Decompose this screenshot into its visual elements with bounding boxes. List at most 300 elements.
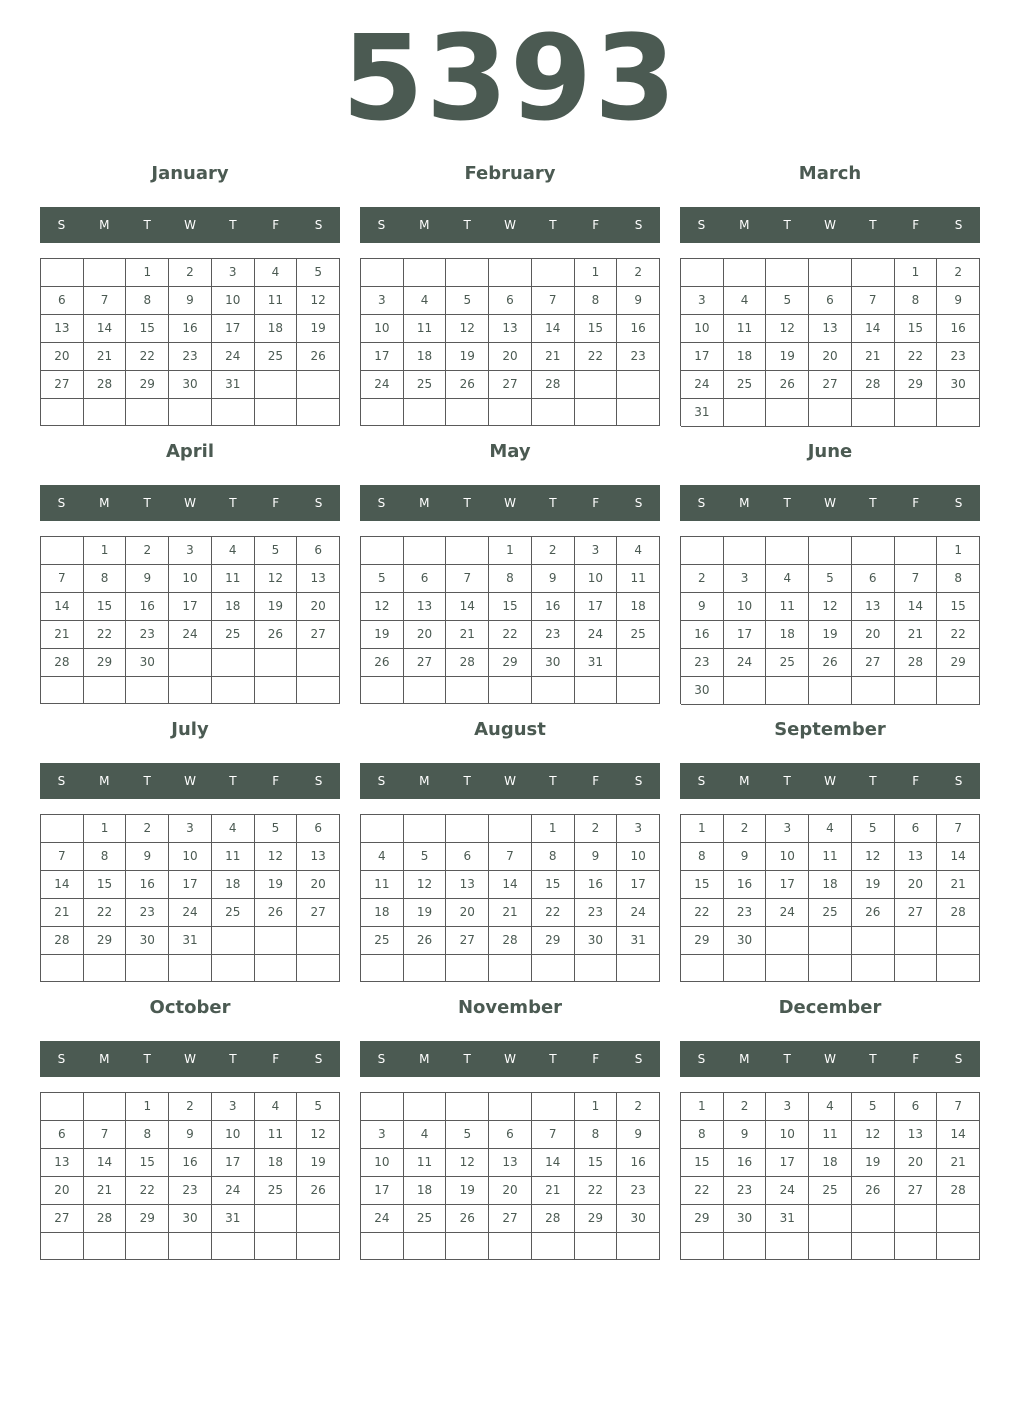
day-cell: 29 <box>126 1205 169 1233</box>
day-cell: 16 <box>724 871 767 899</box>
weekday-label: M <box>99 774 110 788</box>
day-cell: 25 <box>361 927 404 955</box>
day-cell: 30 <box>681 677 724 705</box>
empty-day-cell <box>255 649 298 677</box>
weekday-label: F <box>912 774 920 788</box>
weekday-label: S <box>314 496 323 510</box>
empty-day-cell <box>361 537 404 565</box>
day-cell: 2 <box>126 815 169 843</box>
day-cell: 16 <box>126 593 169 621</box>
day-cell: 13 <box>852 593 895 621</box>
day-cell: 20 <box>489 343 532 371</box>
day-cell: 27 <box>297 899 340 927</box>
day-cell: 26 <box>255 621 298 649</box>
day-cell: 17 <box>169 871 212 899</box>
day-cell: 2 <box>126 537 169 565</box>
empty-day-cell <box>446 399 489 426</box>
empty-day-cell <box>404 677 447 704</box>
day-cell: 19 <box>852 871 895 899</box>
day-cell: 12 <box>297 287 340 315</box>
day-cell: 4 <box>617 537 660 565</box>
day-cell: 30 <box>575 927 618 955</box>
day-cell: 12 <box>809 593 852 621</box>
day-cell: 21 <box>852 343 895 371</box>
day-cell: 28 <box>852 371 895 399</box>
empty-day-cell <box>361 955 404 982</box>
weekday-header <box>680 207 980 243</box>
weekday-label: M <box>739 496 750 510</box>
empty-day-cell <box>489 399 532 426</box>
day-cell: 20 <box>446 899 489 927</box>
empty-day-cell <box>446 955 489 982</box>
day-cell: 8 <box>126 287 169 315</box>
empty-day-cell <box>766 927 809 955</box>
day-cell: 11 <box>766 593 809 621</box>
empty-day-cell <box>212 955 255 982</box>
empty-day-cell <box>489 1093 532 1121</box>
day-cell: 15 <box>681 871 724 899</box>
empty-day-cell <box>937 399 980 427</box>
empty-day-cell <box>361 1233 404 1260</box>
day-cell: 16 <box>532 593 575 621</box>
day-cell: 6 <box>297 815 340 843</box>
day-cell: 15 <box>895 315 938 343</box>
day-cell: 28 <box>532 1205 575 1233</box>
day-cell: 21 <box>532 1177 575 1205</box>
day-cell: 23 <box>617 343 660 371</box>
day-cell: 19 <box>446 1177 489 1205</box>
day-cell: 16 <box>617 315 660 343</box>
empty-day-cell <box>297 955 340 982</box>
day-cell: 2 <box>169 259 212 287</box>
day-cell: 4 <box>766 565 809 593</box>
day-cell: 19 <box>404 899 447 927</box>
day-cell: 11 <box>724 315 767 343</box>
day-cell: 14 <box>937 843 980 871</box>
day-cell: 2 <box>724 1093 767 1121</box>
day-grid <box>680 1092 980 1260</box>
weekday-label: M <box>99 496 110 510</box>
month-title: September <box>774 719 886 740</box>
day-cell: 31 <box>212 371 255 399</box>
day-cell: 22 <box>126 1177 169 1205</box>
empty-day-cell <box>404 955 447 982</box>
day-cell: 9 <box>126 565 169 593</box>
day-cell: 22 <box>84 899 127 927</box>
weekday-label: S <box>954 218 963 232</box>
empty-day-cell <box>766 677 809 705</box>
day-grid <box>680 258 980 426</box>
empty-day-cell <box>724 677 767 705</box>
day-cell: 12 <box>297 1121 340 1149</box>
day-cell: 14 <box>937 1121 980 1149</box>
day-cell: 15 <box>489 593 532 621</box>
day-cell: 26 <box>297 343 340 371</box>
day-cell: 6 <box>489 287 532 315</box>
day-cell: 27 <box>852 649 895 677</box>
day-cell: 15 <box>126 315 169 343</box>
empty-day-cell <box>766 259 809 287</box>
day-cell: 15 <box>575 1149 618 1177</box>
weekday-label: W <box>504 496 516 510</box>
day-cell: 26 <box>446 1205 489 1233</box>
day-cell: 8 <box>126 1121 169 1149</box>
day-cell: 15 <box>532 871 575 899</box>
empty-day-cell <box>255 1205 298 1233</box>
empty-day-cell <box>937 1205 980 1233</box>
empty-day-cell <box>532 259 575 287</box>
day-cell: 30 <box>126 649 169 677</box>
day-cell: 5 <box>446 1121 489 1149</box>
day-grid <box>40 814 340 982</box>
empty-day-cell <box>809 927 852 955</box>
empty-day-cell <box>895 1205 938 1233</box>
empty-day-cell <box>852 537 895 565</box>
day-cell: 8 <box>532 843 575 871</box>
day-cell: 24 <box>212 343 255 371</box>
day-cell: 3 <box>169 815 212 843</box>
weekday-label: M <box>99 218 110 232</box>
day-cell: 19 <box>297 1149 340 1177</box>
day-cell: 8 <box>489 565 532 593</box>
weekday-label: T <box>143 496 151 510</box>
day-cell: 27 <box>895 899 938 927</box>
day-cell: 1 <box>532 815 575 843</box>
empty-day-cell <box>404 1093 447 1121</box>
day-cell: 2 <box>617 259 660 287</box>
day-cell: 29 <box>532 927 575 955</box>
empty-day-cell <box>937 677 980 705</box>
day-cell: 7 <box>41 565 84 593</box>
day-cell: 27 <box>446 927 489 955</box>
empty-day-cell <box>724 955 767 982</box>
day-cell: 5 <box>852 815 895 843</box>
day-cell: 6 <box>852 565 895 593</box>
weekday-header <box>40 763 340 799</box>
day-cell: 31 <box>766 1205 809 1233</box>
weekday-label: W <box>184 774 196 788</box>
day-cell: 20 <box>297 871 340 899</box>
day-cell: 1 <box>84 537 127 565</box>
day-cell: 5 <box>255 537 298 565</box>
empty-day-cell <box>255 677 298 704</box>
day-cell: 20 <box>852 621 895 649</box>
empty-day-cell <box>126 399 169 426</box>
day-cell: 22 <box>575 343 618 371</box>
day-cell: 3 <box>169 537 212 565</box>
day-cell: 1 <box>126 1093 169 1121</box>
weekday-label: S <box>634 1052 643 1066</box>
weekday-label: S <box>954 496 963 510</box>
day-cell: 5 <box>255 815 298 843</box>
weekday-label: S <box>314 218 323 232</box>
day-cell: 18 <box>404 343 447 371</box>
day-cell: 29 <box>575 1205 618 1233</box>
day-cell: 20 <box>41 1177 84 1205</box>
day-cell: 12 <box>255 565 298 593</box>
day-cell: 31 <box>681 399 724 427</box>
day-cell: 10 <box>766 1121 809 1149</box>
day-cell: 21 <box>937 871 980 899</box>
weekday-label: M <box>739 1052 750 1066</box>
day-cell: 23 <box>681 649 724 677</box>
weekday-label: F <box>592 218 600 232</box>
day-cell: 23 <box>575 899 618 927</box>
day-cell: 15 <box>84 871 127 899</box>
day-cell: 13 <box>489 1149 532 1177</box>
day-cell: 1 <box>489 537 532 565</box>
day-cell: 30 <box>617 1205 660 1233</box>
weekday-label: T <box>143 1052 151 1066</box>
day-cell: 18 <box>724 343 767 371</box>
day-cell: 12 <box>852 1121 895 1149</box>
day-cell: 3 <box>681 287 724 315</box>
weekday-header <box>40 207 340 243</box>
day-cell: 11 <box>404 315 447 343</box>
day-cell: 10 <box>169 843 212 871</box>
day-cell: 17 <box>212 1149 255 1177</box>
weekday-label: M <box>419 496 430 510</box>
day-cell: 3 <box>212 1093 255 1121</box>
empty-day-cell <box>446 1233 489 1260</box>
day-cell: 15 <box>575 315 618 343</box>
day-cell: 26 <box>404 927 447 955</box>
day-cell: 11 <box>255 287 298 315</box>
empty-day-cell <box>617 677 660 704</box>
day-cell: 12 <box>404 871 447 899</box>
day-cell: 26 <box>852 1177 895 1205</box>
weekday-header <box>360 763 660 799</box>
day-cell: 12 <box>446 315 489 343</box>
day-cell: 1 <box>681 1093 724 1121</box>
day-cell: 8 <box>681 843 724 871</box>
empty-day-cell <box>766 399 809 427</box>
day-cell: 21 <box>84 1177 127 1205</box>
day-cell: 17 <box>212 315 255 343</box>
day-cell: 22 <box>84 621 127 649</box>
day-cell: 28 <box>937 899 980 927</box>
weekday-label: S <box>954 774 963 788</box>
empty-day-cell <box>617 955 660 982</box>
empty-day-cell <box>41 537 84 565</box>
empty-day-cell <box>41 1093 84 1121</box>
day-cell: 10 <box>169 565 212 593</box>
day-cell: 11 <box>212 565 255 593</box>
day-cell: 11 <box>255 1121 298 1149</box>
weekday-label: F <box>912 218 920 232</box>
empty-day-cell <box>852 259 895 287</box>
day-cell: 13 <box>895 843 938 871</box>
day-cell: 13 <box>41 1149 84 1177</box>
day-cell: 6 <box>404 565 447 593</box>
empty-day-cell <box>212 677 255 704</box>
empty-day-cell <box>617 649 660 677</box>
day-cell: 20 <box>489 1177 532 1205</box>
day-cell: 3 <box>575 537 618 565</box>
day-cell: 26 <box>255 899 298 927</box>
day-cell: 16 <box>617 1149 660 1177</box>
empty-day-cell <box>895 1233 938 1260</box>
empty-day-cell <box>532 677 575 704</box>
empty-day-cell <box>809 677 852 705</box>
day-cell: 17 <box>575 593 618 621</box>
day-cell: 30 <box>169 371 212 399</box>
month-title: February <box>464 163 556 184</box>
empty-day-cell <box>937 1233 980 1260</box>
month-title: May <box>489 441 531 462</box>
empty-day-cell <box>297 1233 340 1260</box>
empty-day-cell <box>446 815 489 843</box>
empty-day-cell <box>489 677 532 704</box>
day-cell: 13 <box>297 843 340 871</box>
day-cell: 10 <box>724 593 767 621</box>
day-cell: 20 <box>41 343 84 371</box>
empty-day-cell <box>809 399 852 427</box>
day-cell: 11 <box>617 565 660 593</box>
day-cell: 13 <box>489 315 532 343</box>
day-cell: 27 <box>809 371 852 399</box>
weekday-label: S <box>954 1052 963 1066</box>
day-cell: 5 <box>297 259 340 287</box>
weekday-label: W <box>504 218 516 232</box>
day-cell: 6 <box>895 1093 938 1121</box>
empty-day-cell <box>852 399 895 427</box>
day-cell: 9 <box>532 565 575 593</box>
empty-day-cell <box>617 371 660 399</box>
day-cell: 24 <box>724 649 767 677</box>
day-cell: 22 <box>681 1177 724 1205</box>
day-cell: 5 <box>404 843 447 871</box>
day-cell: 28 <box>937 1177 980 1205</box>
day-cell: 17 <box>617 871 660 899</box>
day-cell: 21 <box>41 621 84 649</box>
weekday-label: W <box>824 218 836 232</box>
weekday-label: S <box>57 218 66 232</box>
weekday-label: F <box>592 1052 600 1066</box>
day-cell: 31 <box>575 649 618 677</box>
day-cell: 6 <box>489 1121 532 1149</box>
day-cell: 25 <box>617 621 660 649</box>
weekday-label: S <box>697 218 706 232</box>
empty-day-cell <box>446 677 489 704</box>
day-cell: 2 <box>937 259 980 287</box>
empty-day-cell <box>681 955 724 982</box>
day-cell: 28 <box>84 1205 127 1233</box>
day-cell: 13 <box>297 565 340 593</box>
day-cell: 22 <box>681 899 724 927</box>
weekday-label: S <box>314 774 323 788</box>
day-cell: 3 <box>766 815 809 843</box>
weekday-label: T <box>783 1052 791 1066</box>
day-cell: 7 <box>937 815 980 843</box>
weekday-label: M <box>419 774 430 788</box>
day-cell: 14 <box>41 593 84 621</box>
empty-day-cell <box>404 815 447 843</box>
empty-day-cell <box>126 955 169 982</box>
empty-day-cell <box>724 259 767 287</box>
day-cell: 18 <box>255 1149 298 1177</box>
day-cell: 22 <box>575 1177 618 1205</box>
weekday-label: W <box>184 218 196 232</box>
day-cell: 7 <box>895 565 938 593</box>
day-cell: 14 <box>532 1149 575 1177</box>
empty-day-cell <box>297 677 340 704</box>
day-cell: 26 <box>297 1177 340 1205</box>
day-cell: 28 <box>895 649 938 677</box>
day-cell: 2 <box>724 815 767 843</box>
day-cell: 24 <box>766 1177 809 1205</box>
day-cell: 11 <box>361 871 404 899</box>
day-cell: 19 <box>255 871 298 899</box>
day-cell: 25 <box>212 899 255 927</box>
day-cell: 27 <box>895 1177 938 1205</box>
weekday-label: F <box>272 218 280 232</box>
empty-day-cell <box>895 537 938 565</box>
day-cell: 29 <box>84 649 127 677</box>
day-cell: 9 <box>169 287 212 315</box>
day-cell: 4 <box>809 815 852 843</box>
day-cell: 4 <box>809 1093 852 1121</box>
day-cell: 29 <box>681 927 724 955</box>
empty-day-cell <box>489 955 532 982</box>
weekday-label: T <box>463 218 471 232</box>
day-cell: 13 <box>41 315 84 343</box>
weekday-label: F <box>912 1052 920 1066</box>
day-cell: 19 <box>852 1149 895 1177</box>
day-cell: 2 <box>617 1093 660 1121</box>
day-cell: 24 <box>766 899 809 927</box>
empty-day-cell <box>809 955 852 982</box>
empty-day-cell <box>84 677 127 704</box>
day-cell: 30 <box>532 649 575 677</box>
day-cell: 23 <box>937 343 980 371</box>
day-cell: 24 <box>361 371 404 399</box>
day-cell: 23 <box>169 1177 212 1205</box>
day-cell: 10 <box>212 287 255 315</box>
day-cell: 6 <box>41 287 84 315</box>
day-cell: 28 <box>532 371 575 399</box>
day-cell: 9 <box>617 287 660 315</box>
day-cell: 15 <box>937 593 980 621</box>
weekday-header <box>360 485 660 521</box>
day-cell: 13 <box>809 315 852 343</box>
day-cell: 23 <box>169 343 212 371</box>
empty-day-cell <box>169 955 212 982</box>
empty-day-cell <box>255 371 298 399</box>
empty-day-cell <box>41 259 84 287</box>
empty-day-cell <box>575 955 618 982</box>
day-cell: 29 <box>937 649 980 677</box>
weekday-label: S <box>57 1052 66 1066</box>
day-cell: 19 <box>809 621 852 649</box>
day-cell: 17 <box>766 1149 809 1177</box>
day-cell: 27 <box>41 371 84 399</box>
day-cell: 23 <box>532 621 575 649</box>
day-cell: 3 <box>212 259 255 287</box>
empty-day-cell <box>169 1233 212 1260</box>
day-cell: 4 <box>361 843 404 871</box>
weekday-header <box>680 1041 980 1077</box>
weekday-label: F <box>272 496 280 510</box>
day-cell: 6 <box>297 537 340 565</box>
day-cell: 31 <box>212 1205 255 1233</box>
day-cell: 21 <box>41 899 84 927</box>
day-cell: 14 <box>489 871 532 899</box>
empty-day-cell <box>361 815 404 843</box>
day-cell: 10 <box>617 843 660 871</box>
day-cell: 29 <box>681 1205 724 1233</box>
empty-day-cell <box>852 1233 895 1260</box>
